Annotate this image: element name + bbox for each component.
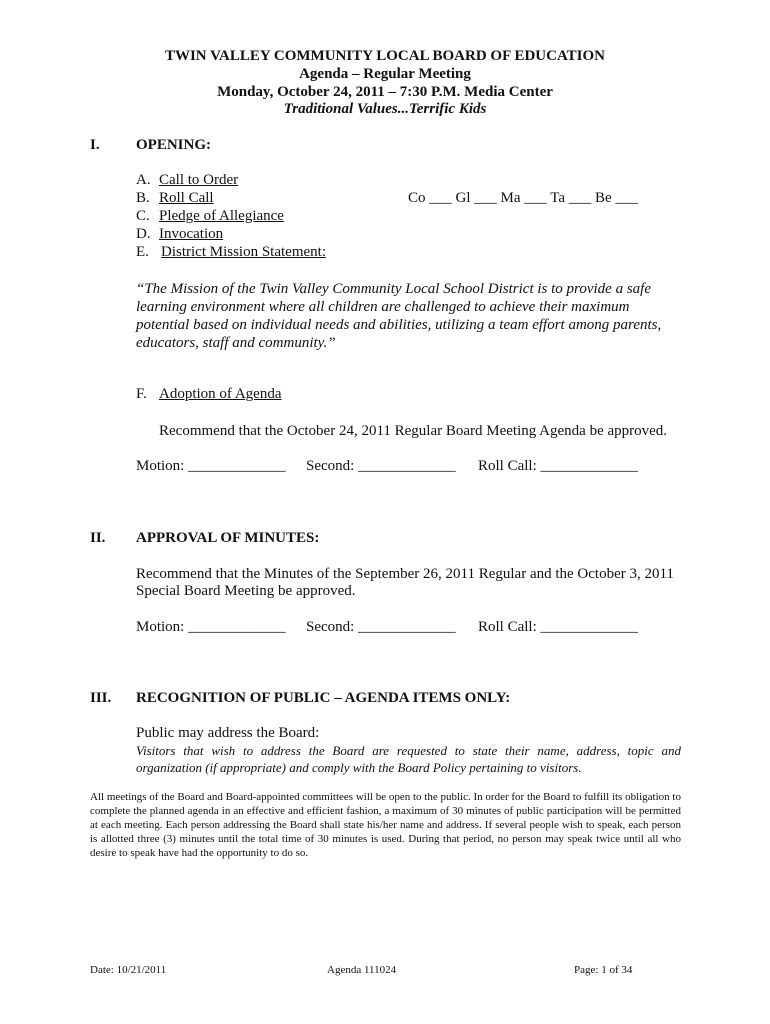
- visitors-notice: Visitors that wish to address the Board are requested to state their name, address, topic and organization (if appropriate) and comply with the Board Policy pertaining to visitors.: [136, 743, 681, 775]
- document-title: TWIN VALLEY COMMUNITY LOCAL BOARD OF EDUCATION: [164, 48, 606, 64]
- list-item-pledge: Pledge of Allegiance: [159, 208, 284, 224]
- list-item-letter: D.: [136, 226, 151, 242]
- section-1-title: OPENING:: [136, 137, 211, 153]
- section-2-title: APPROVAL OF MINUTES:: [136, 530, 320, 546]
- public-address-line: Public may address the Board:: [136, 725, 320, 741]
- minutes-recommendation-line: Special Board Meeting be approved.: [136, 583, 356, 599]
- list-item-letter: B.: [136, 190, 150, 206]
- section-2-number: II.: [90, 530, 106, 546]
- list-item-adoption-of-agenda: Adoption of Agenda: [159, 386, 282, 402]
- mission-statement-line: learning environment where all children are challenged to achieve their maximum: [136, 299, 630, 315]
- list-item-letter: E.: [136, 244, 149, 260]
- mission-statement-line: “The Mission of the Twin Valley Community Local School District is to provide a safe: [136, 281, 651, 297]
- mission-statement-line: educators, staff and community.”: [136, 335, 336, 351]
- list-item-invocation: Invocation: [159, 226, 224, 242]
- roll-call-field: Roll Call: _____________: [478, 458, 639, 474]
- mission-statement-line: potential based on individual needs and abilities, utilizing a team effort among parents,: [136, 317, 662, 333]
- list-item-call-to-order: Call to Order: [159, 172, 239, 188]
- meeting-info: Monday, October 24, 2011 – 7:30 P.M. Media Center: [217, 84, 553, 100]
- section-3-number: III.: [90, 690, 112, 706]
- minutes-recommendation-line: Recommend that the Minutes of the September 26, 2011 Regular and the October 3, 2011: [136, 566, 674, 582]
- list-item-letter: F.: [136, 386, 147, 402]
- roll-call-field: Roll Call: _____________: [478, 619, 639, 635]
- section-1-number: I.: [90, 137, 100, 153]
- second-field: Second: _____________: [306, 458, 456, 474]
- roll-call-blanks: Co ___ Gl ___ Ma ___ Ta ___ Be ___: [408, 190, 638, 206]
- document-subtitle: Agenda – Regular Meeting: [299, 66, 471, 82]
- footer-page-number: Page: 1 of 34: [574, 964, 633, 976]
- footer-agenda-number: Agenda 111024: [327, 964, 397, 976]
- list-item-letter: A.: [136, 172, 151, 188]
- footer-date: Date: 10/21/2011: [90, 964, 167, 976]
- public-participation-policy: All meetings of the Board and Board-appointed committees will be open to the public. In order for the Board to fulfill its obligation to complete the planned agenda in an effective and efficient fashion, a maximum of 30 minutes of public participation will be permitted at each meeting. Each person addressing the Board shall state his/her name and address. If several people wish to speak, each person is allotted three (3) minutes until the total time of 30 minutes is used. During that period, no person may speak twice until all who desire to speak have had the opportunity to do so.: [90, 791, 681, 859]
- list-item-roll-call: Roll Call: [159, 190, 214, 206]
- second-field: Second: _____________: [306, 619, 456, 635]
- list-item-mission-statement: District Mission Statement:: [161, 244, 326, 260]
- section-3-title: RECOGNITION OF PUBLIC – AGENDA ITEMS ONLY:: [136, 690, 511, 706]
- list-item-letter: C.: [136, 208, 150, 224]
- agenda-recommendation: Recommend that the October 24, 2011 Regular Board Meeting Agenda be approved.: [159, 423, 668, 439]
- motion-field: Motion: _____________: [136, 458, 286, 474]
- motto: Traditional Values...Terrific Kids: [283, 101, 487, 117]
- motion-field: Motion: _____________: [136, 619, 286, 635]
